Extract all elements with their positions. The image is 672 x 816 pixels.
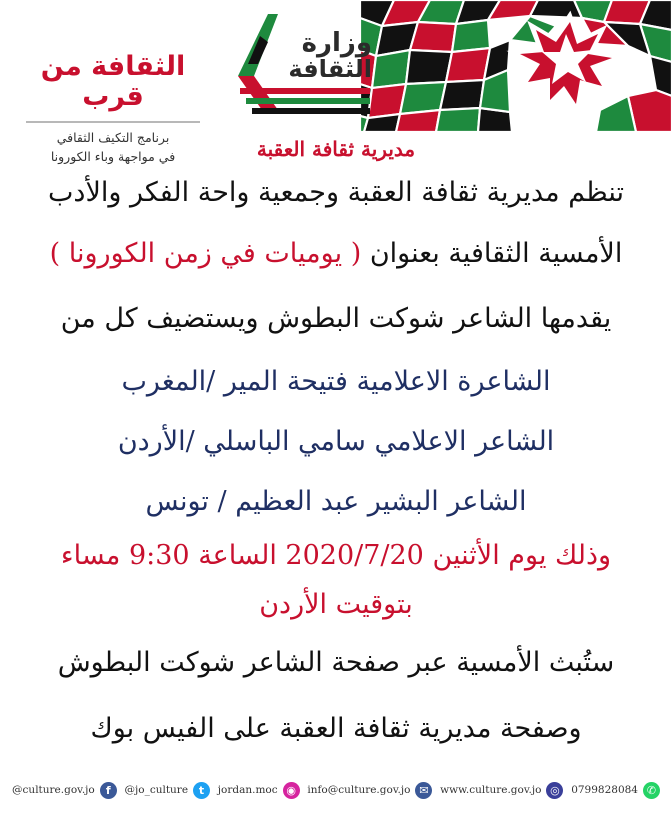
event-datetime: وذلك يوم الأثنين 2020/7/20 الساعة 9:30 مساء (60, 540, 612, 571)
guest-2: الشاعر الاعلامي سامي الباسلي /الأردن (117, 426, 555, 457)
guest-3: الشاعر البشير عبد العظيم / تونس (145, 486, 527, 517)
twitter-icon: t (193, 782, 210, 799)
broadcast-line-1: ستُبث الأمسية عبر صفحة الشاعر شوكت البطوش (57, 647, 615, 678)
ministry-name (276, 30, 372, 82)
web-icon: ◎ (546, 782, 563, 799)
facebook-handle: @culture.gov.jo (12, 784, 95, 796)
facebook-icon: f (100, 782, 117, 799)
ministry-name-line2: الثقافة (288, 55, 372, 84)
broadcast-line-2: وصفحة مديرية ثقافة العقبة على الفيس بوك (90, 713, 582, 744)
evening-title: ( يوميات في زمن الكورونا ) (49, 238, 362, 269)
contact-website[interactable] (440, 782, 563, 799)
ministry-of-culture-logo (232, 14, 374, 126)
contact-instagram[interactable] (218, 782, 300, 799)
organizer-line: تنظم مديرية ثقافة العقبة وجمعية واحة الفكر والأدب (48, 177, 624, 208)
contact-email[interactable] (307, 782, 432, 799)
contact-facebook[interactable] (12, 782, 117, 799)
email-address: info@culture.gov.jo (307, 784, 411, 796)
twitter-handle: @jo_culture (124, 784, 189, 796)
email-icon: ✉ (415, 782, 432, 799)
website-url: www.culture.gov.jo (440, 784, 542, 796)
ministry-name-line1: وزارة (301, 28, 372, 58)
jordan-star-mosaic (360, 0, 672, 132)
program-subtitle-1: برنامج التكيف الثقافي (56, 130, 170, 146)
instagram-handle: jordan.moc (217, 784, 278, 796)
program-divider (26, 121, 200, 123)
event-timezone: بتوقيت الأردن (259, 589, 413, 620)
contact-phone[interactable] (571, 782, 660, 799)
guest-1: الشاعرة الاعلامية فتيحة المير /المغرب (121, 366, 551, 397)
evening-title-line (14, 222, 658, 286)
contact-twitter[interactable] (125, 782, 211, 799)
whatsapp-icon: ✆ (643, 782, 660, 799)
host-line: يقدمها الشاعر شوكت البطوش ويستضيف كل من (60, 303, 612, 334)
instagram-icon: ◉ (283, 782, 300, 799)
directorate-title: مديرية ثقافة العقبة (256, 137, 416, 161)
program-title: الثقافة من قرب (40, 51, 186, 112)
program-subtitle-2: في مواجهة وباء الكورونا (50, 148, 176, 164)
evening-prefix: الأمسية الثقافية بعنوان (369, 238, 623, 269)
contact-footer (0, 772, 672, 808)
phone-number: 0799828084 (571, 784, 638, 796)
announcement-body (14, 134, 658, 762)
